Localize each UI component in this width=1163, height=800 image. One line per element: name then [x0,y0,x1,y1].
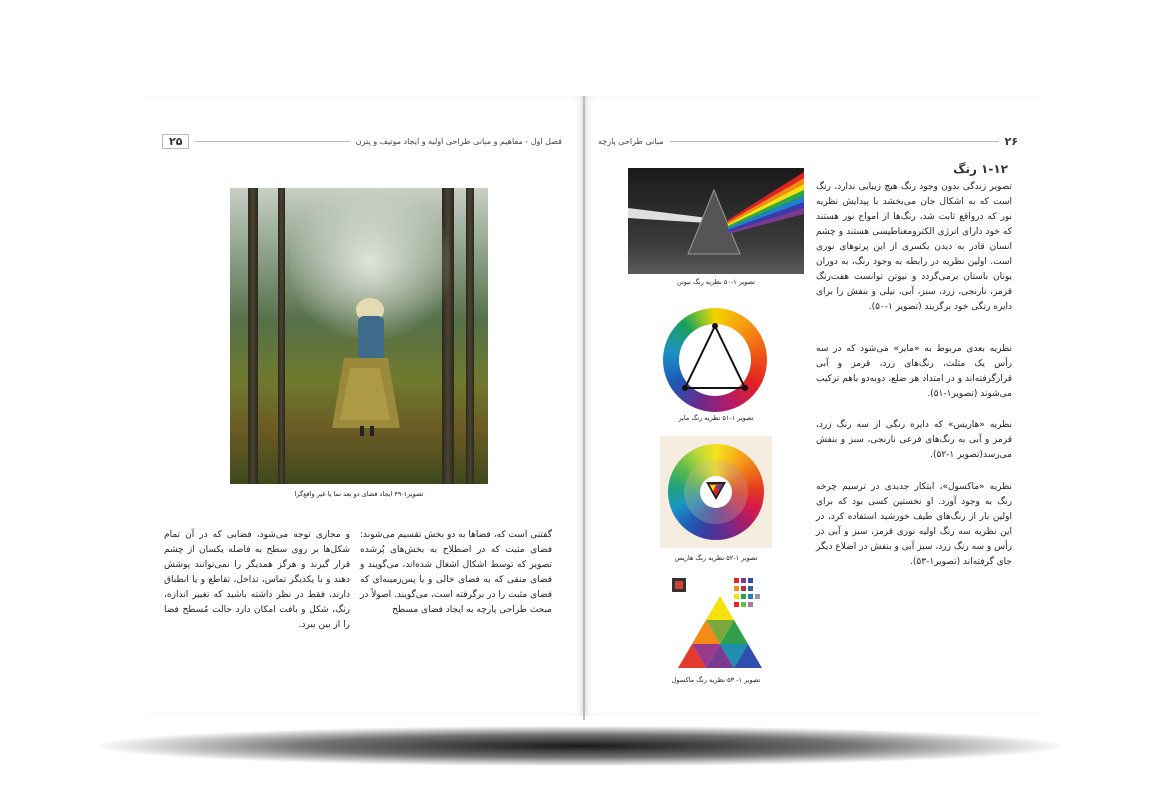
header-rule [195,141,349,142]
caption-49: تصویر۱-۴۹ ایجاد فضای دو بعد نما یا غیر واقع‌گرا [294,490,424,498]
forest-woman-photo [230,188,488,484]
maxwell-color-triangle [668,576,772,672]
caption-51: تصویر ۱-۵۱ نظریه رنگ مایر [678,414,754,422]
left-page-header [162,132,562,150]
left-column-right-text: گفتنی است که، فضاها به دو بخش تقسیم می‌شوند: فضای مثبت که در اصطلاح به بخش‌های پُرشده تصویر که توسط اشکال اشغال شده‌اند، می‌گویند و فضای منفی که به فضای خالی و یا پس‌زمینه‌ای که فضای مثبت را در برگرفته است، می‌گویند. اصولاً در مبحث طراحی پارچه به ایجاد فضای مسطح [360,530,552,615]
book-spine [583,96,585,720]
paragraph-newton: تصویر زندگی بدون وجود رنگ هیچ زیبایی ندارد، رنگ است که به اشکال جان می‌بخشد با پیدایش نظریه نور که درواقع ثابت شد، رنگ‌ها از امواج نور هستند که خود دارای انرژی الکترومغناطیسی هستند و چشم انسان قادر به دیدن یکسری از این پرتوهای نوری است. اولین نظریه در رابطه به وجود رنگ، به دوران یونان باستان برمی‌گردد و نیوتن توانست هفت‌رنگ قرمز، نارنجی، زرد، سبز، آبی، نیلی و بنفش را برای دایره رنگی خود برگزیند (تصویر ۱-۵۰). [816,182,1012,312]
left-column-left-text: و مجازی توجه می‌شود، فضایی که در آن تمام شکل‌ها بر روی سطح به فاصله یکسان از چشم قرار گیرند و هرگز همدیگر را نمی‌توانند پوشش دهند و با یکدیگر تماس، تداخل، تقاطع و یا انطباق دارند، فقط در نظر داشته باشید که تغییر اندازه، رنگ، شکل و بافت امکان دارد حالت مُسطح فضا را از بین ببرد. [164,530,350,630]
section-title: ۱-۱۲ رنگ [953,162,1008,176]
book-shadow [100,726,1060,766]
paragraph-harris: نظریه «هاریس» که دایره رنگی از سه رنگ زرد، قرمز و آبی به رنگ‌های فرعی نارنجی، سبز و بنفش می‌رسد(تصویر ۱-۵۲). [816,420,1012,460]
paragraph-maxwell: نظریه «ماکسول»، ابتکار جدیدی در ترسیم چرخه رنگ به وجود آورد. او نخستین کسی بود که برای اولین بار از رنگ‌های طیف خورشید استفاده کرد، در این نظریه سه رنگ اولیه نوری قرمز، سبز و آبی در رأس و سه رنگ زرد، سبز آبی و بنفش در اضلاع دیگر جای گرفته‌اند (تصویر۱-۵۳). [816,482,1012,567]
open-book [148,96,1040,720]
header-rule [670,141,999,142]
caption-53: تصویر ۱- ۵۳ نظریه رنگ ماکسول [671,676,761,684]
harris-color-wheel [660,436,772,548]
paragraph-mayer: نظریه بعدی مربوط به «مایر» می‌شود که در سه رأس یک مثلث، رنگ‌های زرد، قرمز و آبی قرارگرفته‌اند و در امتداد هر ضلع، دوبه‌دو باهم ترکیب می‌شوند (تصویر۱-۵۱). [816,344,1012,399]
caption-52: تصویر ۱-۵۲ نظریه رنگ هاریس [674,554,758,562]
mayer-color-wheel [663,308,767,412]
right-page [584,96,1040,716]
caption-50: تصویر ۱-۵۰ نظریه رنگ نیوتن [677,278,755,286]
left-page-number: ۲۵ [162,134,189,149]
right-page-header [598,132,1018,150]
right-running-header: مبانی طراحی پارچه [598,136,664,146]
left-page [148,96,584,716]
left-running-header: فصل اول - مفاهیم و مبانی طراحی اولیه و ایجاد موتیف و پترن [355,136,562,146]
right-page-number: ۲۶ [1004,134,1018,148]
prism-image [628,168,804,274]
woman-figure [330,288,400,438]
